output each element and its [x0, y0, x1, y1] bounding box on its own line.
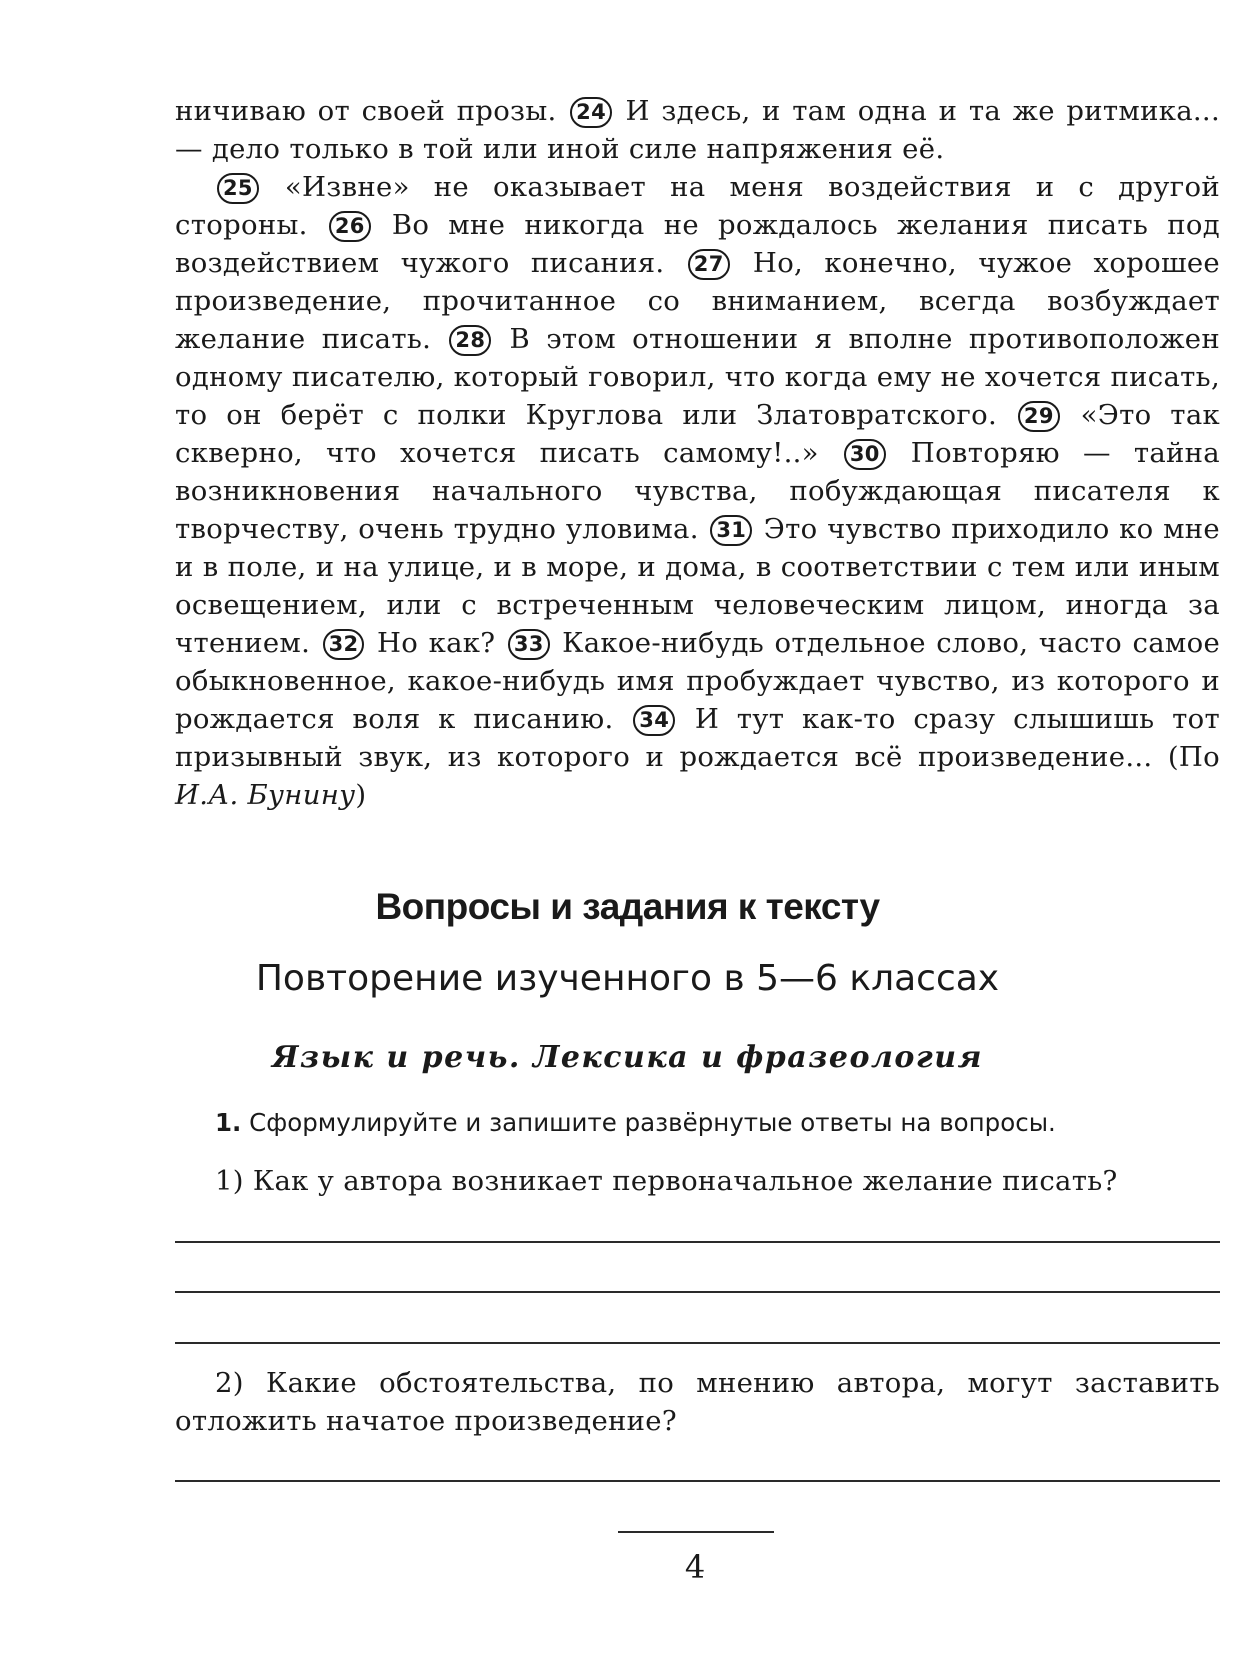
answer-line[interactable] — [175, 1291, 1220, 1293]
task-number: 1. — [215, 1108, 242, 1137]
passage-text: Но, конечно, чужое хорошее произведение, прочитанное со вниманием, всегда возбуждает желание писать. — [175, 247, 1221, 355]
task-instruction — [215, 1108, 1215, 1137]
sentence-number: 31 — [710, 515, 752, 546]
sentence-number: 33 — [508, 629, 550, 660]
answer-line[interactable] — [175, 1241, 1220, 1243]
author-attribution: И.А. Бунину — [175, 779, 356, 811]
sentence-number: 29 — [1018, 401, 1060, 432]
question-1: 1) Как у автора возникает первоначальное желание писать? — [215, 1165, 1118, 1197]
reading-passage — [175, 92, 1220, 814]
sentence-number: 32 — [323, 629, 365, 660]
passage-text: «Извне» не оказывает на меня воздействия и с другой стороны. — [175, 171, 1220, 241]
passage-text: Во мне никогда не рождалось желания писать под воздействием чужого писания. — [175, 209, 1221, 279]
sentence-number: 30 — [844, 439, 886, 470]
passage-text: Это чувство приходило ко мне и в поле, и на улице, и в море, и дома, в соответствии с тем или иным освещением, или с встреченным человеческим лицом, иногда за чтением. — [175, 513, 1220, 659]
passage-text: ) — [355, 779, 367, 811]
sentence-number: 28 — [449, 325, 491, 356]
sentence-number: 34 — [633, 705, 675, 736]
section-title: Вопросы и задания к тексту — [375, 886, 880, 927]
sentence-number: 26 — [329, 211, 371, 242]
passage-paragraph — [175, 92, 1220, 168]
section-subtitle: Повторение изученного в 5—6 классах — [255, 958, 1000, 999]
question-2: 2) Какие обстоятельства, по мнению автора, могут заставить отложить начатое произведение? — [175, 1367, 1220, 1437]
passage-text: Но как? — [376, 627, 496, 659]
answer-line[interactable] — [175, 1480, 1220, 1482]
passage-text: «Это так скверно, что хочется писать самому!..» — [175, 399, 1221, 469]
passage-text: В этом отношении я вполне противоположен одному писателю, который говорил, что когда ему не хочется писать, то он берёт с полки Круглова или Златовратского. — [175, 323, 1220, 431]
task-text: Сформулируйте и запишите развёрнутые ответы на вопросы. — [249, 1108, 1056, 1137]
page-number: 4 — [684, 1548, 706, 1586]
passage-paragraph — [175, 168, 1220, 814]
passage-text: И здесь, и там одна и та же ритмика... — дело только в той или иной силе напряжения её. — [175, 95, 1221, 165]
sentence-number: 24 — [570, 97, 612, 128]
passage-text: ничиваю от своей прозы. — [175, 95, 557, 127]
passage-text: И тут как-то сразу слышишь тот призывный звук, из которого и рождается всё произведение... (По — [175, 703, 1220, 773]
passage-text: Повторяю — тайна возникновения начального чувства, побуждающая писателя к творчеству, очень трудно уловима. — [175, 437, 1220, 545]
answer-line[interactable] — [175, 1342, 1220, 1344]
sentence-number: 25 — [217, 173, 259, 204]
topic-title: Язык и речь. Лексика и фразеология — [272, 1040, 983, 1075]
passage-text: Какое-нибудь отдельное слово, часто самое обыкновенное, какое-нибудь имя пробуждает чувство, из которого и рождается воля к писанию. — [175, 627, 1221, 735]
footer-divider — [618, 1531, 774, 1533]
sentence-number: 27 — [688, 249, 730, 280]
